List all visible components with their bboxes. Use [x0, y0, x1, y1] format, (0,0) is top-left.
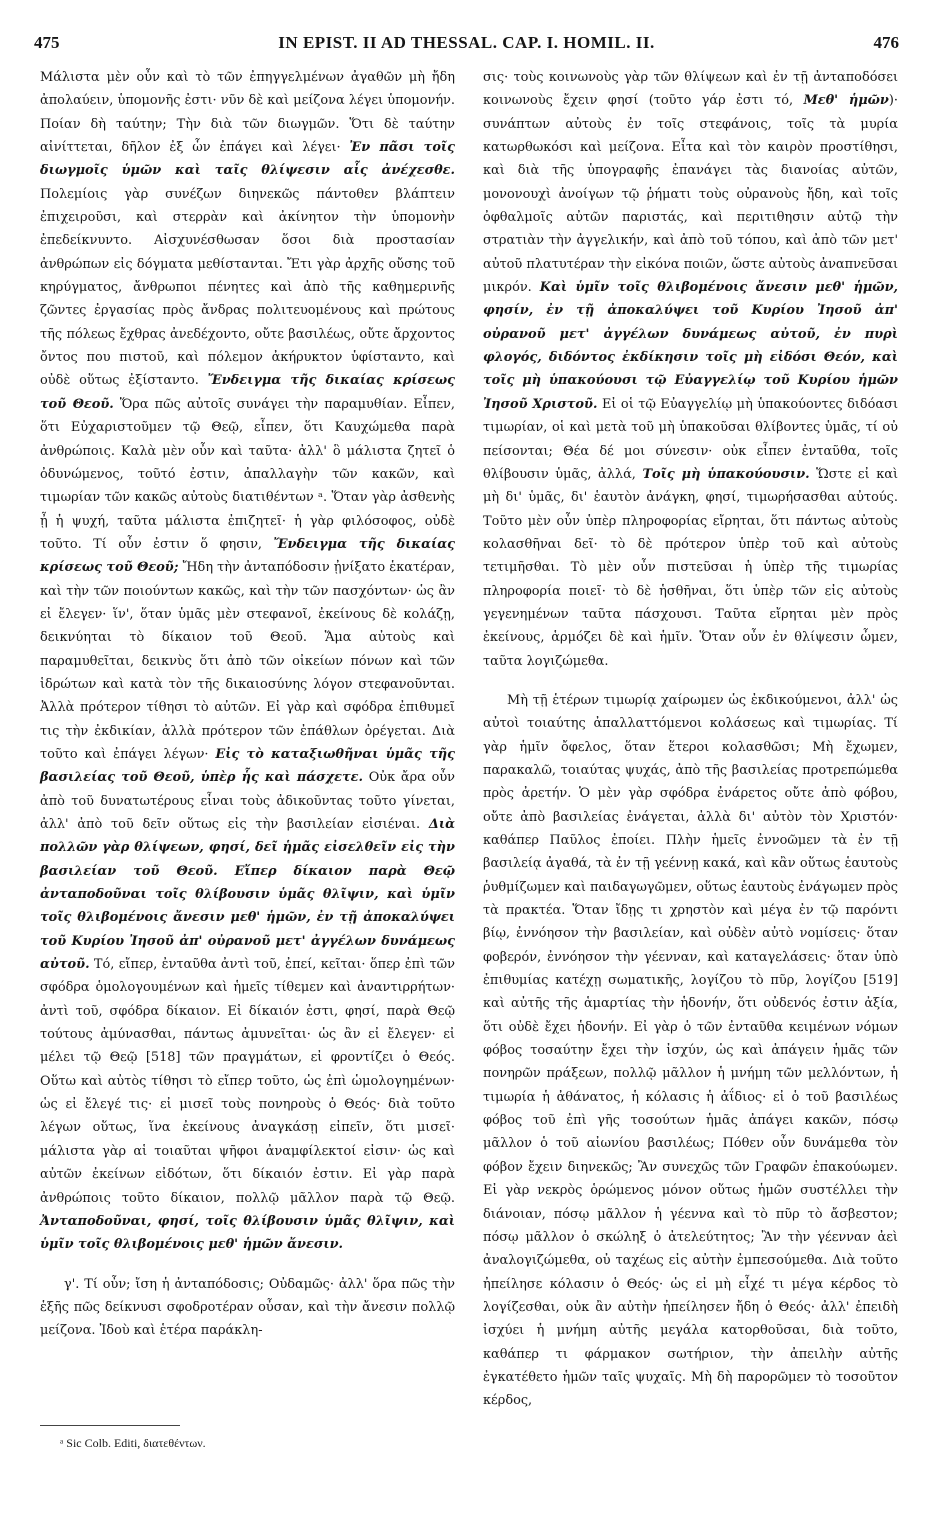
right-text-column	[483, 66, 898, 1413]
scripture-quote: Ἐν πᾶσι τοῖς διωγμοῖς ὑμῶν καὶ ταῖς θλίψεσιν αἷς ἀνέχεσθε.	[40, 140, 455, 179]
paragraph-gap	[40, 1257, 455, 1273]
text-run: σις· τοὺς κοινωνοὺς γὰρ τῶν θλίψεων καὶ ἐν τῇ ἀνταποδόσει κοινωνοὺς ἔχειν φησί (τοῦτο γάρ ἐστι τό,	[483, 70, 898, 109]
left-text-column	[40, 66, 455, 1343]
text-run: Εἰ οἱ τῷ Εὐαγγελίῳ μὴ ὑπακούοντες διδόασι τιμωρίαν, οἱ καὶ μετὰ τοῦ μὴ ὑπακοῦσαι θλίβοντες ὑμᾶς, τί οὐ πείσονται; Θέα δέ μοι σύνεσιν· οὐκ εἶπεν ἐνταῦθα, τοῖς θλίβουσιν ὑμᾶς, ἀλλά,	[483, 396, 898, 482]
scripture-quote: Διὰ πολλῶν γὰρ θλίψεων, φησί, δεῖ ἡμᾶς εἰσελθεῖν εἰς τὴν βασιλείαν τοῦ Θεοῦ. Εἴπερ δίκαιον παρὰ Θεῷ ἀνταποδοῦναι τοῖς θλίβουσιν ὑμᾶς θλῖψιν, καὶ ὑμῖν τοῖς θλιβομένοις ἄνεσιν μεθ' ἡμῶν, ἐν τῇ ἀποκαλύψει τοῦ Κυρίου Ἰησοῦ ἀπ' οὐρανοῦ μετ' ἀγγέλων δυνάμεως αὐτοῦ.	[40, 817, 455, 973]
scripture-quote: Μεθ' ἡμῶν	[803, 93, 889, 109]
footnote-divider	[40, 1425, 180, 1426]
scripture-quote: Ἀνταποδοῦναι, φησί, τοῖς θλίβουσιν ὑμᾶς θλῖψιν, καὶ ὑμῖν τοῖς θλιβομένοις μεθ' ἡμῶν ἄνεσιν.	[40, 1213, 455, 1253]
scripture-quote: Εἰς τὸ καταξιωθῆναι ὑμᾶς τῆς βασιλείας τοῦ Θεοῦ, ὑπὲρ ἧς καὶ πάσχετε.	[40, 746, 455, 786]
scripture-quote: Ἔνδειγμα τῆς δικαίας κρίσεως τοῦ Θεοῦ;	[40, 536, 455, 576]
scripture-quote: Ἔνδειγμα τῆς δικαίας κρίσεως τοῦ Θεοῦ.	[40, 373, 456, 412]
paragraph	[483, 66, 898, 673]
text-run: )· συνάπτων αὐτοὺς ἐν τοῖς στεφάνοις, τοῖς τὰ μυρία κατωρθωκόσι καὶ μείζονα. Εἶτα καὶ τὸν καιρὸν προστίθησι, καὶ διὰ τῆς ὑπογραφῆς ἐπανάγει τὰς διανοίας αὐτῶν, μονονουχὶ ἀνοίγων τῷ ῥήματι τοὺς οὐρανοὺς ἤδη, καὶ τοῖς ὀφθαλμοῖς αὐτῶν παριστάς, καὶ περιτιθησιν αὐτῷ τὴν στρατιὰν τὴν ἀγγελικήν, καὶ ἀπὸ τοῦ τόπου, καὶ ἀπὸ τῶν μετ' αὐτοῦ πλατυτέραν τὴν εἰκόνα ποιῶν, ὥστε αὐτοὺς ἀναπνεῦσαι μικρόν.	[483, 93, 898, 296]
paragraph-gap	[483, 673, 898, 689]
text-run: Ἤδη τὴν ἀνταπόδοσιν ᾐνίξατο ἑκατέραν, καὶ τὴν τῶν ποιούντων κακῶς, καὶ τὴν τῶν πασχόντων· ὡς ἂν εἰ ἔλεγεν· ἵν', ὅταν ὑμᾶς μὲν στεφανοῖ, ἐκείνους δὲ κολάζῃ, δεικνύηται τὸ δίκαιον τοῦ Θεοῦ. Ἅμα αὐτοὺς καὶ παραμυθεῖται, δεικνὺς ὅτι ἀπὸ τῶν οἰκείων πόνων καὶ τῶν ἱδρώτων καὶ κατὰ τὸν τῆς δικαιοσύνης λόγον στεφανοῦνται. Ἀλλὰ πρότερον τίθησι τὸ αὐτῶν. Εἰ γὰρ καὶ σφόδρα ἐπιθυμεῖ τις τὴν ἐκδικίαν, ἀλλὰ πρότερον τῶν ἐπάθλων ὀρέγεται. Διὰ τοῦτο καὶ ἐπάγει λέγων·	[40, 560, 455, 762]
text-run: Πολεμίοις γὰρ συνέζων διηνεκῶς πάντοθεν βλάπτειν ἐπιχειροῦσι, καὶ στερρὰν καὶ ἀκίνητον τὴν ὑπομονὴν ἐπεδείκνυντο. Αἰσχυνέσθωσαν ὅσοι διὰ προστασίαν ἀνθρώπων εἰς δόγματα μεθίστανται. Ἔτι γὰρ ἀρχῆς οὔσης τοῦ κηρύγματος, ἄνθρωποι πένητες καὶ ἀπὸ τῆς καθημερινῆς ζῶντες ἐργασίας πρὸς ἄνδρας πολιτευομένους καὶ πρώτους τῆς πόλεως ἔχθρας ἀνεδέχοντο, οὔτε βασιλέως, οὔτε ἄρχοντος ὄντος που πιστοῦ, καὶ πόλεμον ἀκήρυκτον ὑφίσταντο, καὶ οὐδὲ οὕτως ἐξίσταντο.	[40, 186, 455, 389]
text-run: Μάλιστα μὲν οὖν καὶ τὸ τῶν ἐπηγγελμένων ἀγαθῶν μὴ ἤδη ἀπολαύειν, ὑπομονῆς ἐστι· νῦν δὲ καὶ μείζονα λέγει ὑπομονήν. Ποίαν δὴ ταύτην; Τὴν διὰ τῶν διωγμῶν. Ὅτι δὲ ταύτην αἰνίττεται, δῆλον ἐξ ὧν ἐπάγει καὶ λέγει·	[40, 70, 455, 156]
page-number-right: 476	[873, 33, 899, 52]
scripture-quote: Καὶ ὑμῖν τοῖς θλιβομένοις ἄνεσιν μεθ' ἡμῶν, φησίν, ἐν τῇ ἀποκαλύψει τοῦ Κυρίου Ἰησοῦ ἀπ' οὐρανοῦ μετ' ἀγγέλων δυνάμεως αὐτοῦ, ἐν πυρὶ φλογός, διδόντος ἐκδίκησιν τοῖς μὴ εἰδόσι Θεόν, καὶ τοῖς μὴ ὑπακούουσι τῷ Εὐαγγελίῳ τοῦ Κυρίου ἡμῶν Ἰησοῦ Χριστοῦ.	[483, 280, 899, 412]
text-run: γ'. Τί οὖν; ἴση ἡ ἀνταπόδοσις; Οὐδαμῶς· ἀλλ' ὅρα πῶς τὴν ἑξῆς πῶς δείκνυσι σφοδροτέραν οὖσαν, καὶ τὴν ἄνεσιν πολλῷ μείζονα. Ἰδοὺ καὶ ἑτέρα παράκλη-	[40, 1276, 455, 1339]
running-title: IN EPIST. II AD THESSAL. CAP. I. HOMIL. II.	[278, 33, 655, 52]
page-number-left: 475	[34, 33, 60, 52]
running-header	[34, 33, 899, 57]
paragraph	[40, 1273, 455, 1343]
footnote: ᵃ Sic Colb. Editi, διατεθέντων.	[60, 1436, 206, 1450]
paragraph	[483, 689, 898, 1413]
text-run: Οὐκ ἄρα οὖν ἀπὸ τοῦ δυνατωτέρους εἶναι τοὺς ἀδικοῦντας τοῦτο γίνεται, ἀλλ' ἀπὸ τοῦ δεῖν οὕτως εἰς τὴν βασιλείαν εἰσιέναι.	[40, 770, 455, 832]
text-run: Μὴ τῇ ἑτέρων τιμωρίᾳ χαίρωμεν ὡς ἐκδικούμενοι, ἀλλ' ὡς αὐτοὶ τοιαύτης ἀπαλλαττόμενοι κολάσεως καὶ τιμωρίας. Τί γὰρ ἡμῖν ὄφελος, ὅταν ἕτεροι κολασθῶσι; Μὴ ἔχωμεν, παρακαλῶ, τοιαύτας ψυχάς, ἀπὸ τῆς βασιλείας προτρεπώμεθα πρὸς ἀρετήν. Ὁ μὲν γὰρ σφόδρα ἐνάρετος οὔτε ἀπὸ φόβου, οὔτε ἀπὸ βασιλείας ἐνάγεται, ἀλλὰ δι' αὐτὸν τὸν Χριστόν· καθάπερ Παῦλος ἐποίει. Πλὴν ἡμεῖς ἐννοῶμεν τὰ ἐν τῇ βασιλείᾳ ἀγαθά, τὰ ἐν τῇ γεέννῃ κακά, καὶ κἂν οὕτως ἑαυτοὺς ῥυθμίζωμεν καὶ παιδαγωγῶμεν, οὕτως ἑαυτοὺς ἐνάγωμεν πρὸς τὰ πρακτέα. Ὅταν ἴδῃς τι χρηστὸν καὶ μέγα ἐν τῷ παρόντι βίῳ, ἐννόησον τὴν βασιλείαν, καὶ οὐδὲν αὐτὸ νομίσεις· ὅταν φοβερόν, ἐννόησον τὴν γέενναν, καὶ καταγελάσεις· ὅταν ὑπὸ ἐπιθυμίας κατέχῃ σωματικῆς, λογίζου τὸ πῦρ, λογίζου [519] καὶ αὐτῆς τῆς ἁμαρτίας τὴν ἡδονήν, ὅτι οὐδενός ἐστιν ἀξία, ὅτι οὐδὲ ἔχει ἡδονήν. Εἰ γὰρ ὁ τῶν ἐνταῦθα κειμένων νόμων φόβος τοσαύτην ἔχει τὴν ἰσχύν, ὡς καὶ ἀπάγειν ἡμᾶς τῶν πονηρῶν πράξεων, πολλῷ μᾶλλον ἡ μνήμη τῶν μελλόντων, ἡ τιμωρία ἡ ἀθάνατος, ἡ κόλασις ἡ ἀΐδιος· εἰ ὁ τοῦ βασιλέως φόβος τοῦ ἐπὶ γῆς τοσούτων ἡμᾶς ἀπάγει κακῶν, πόσῳ μᾶλλον ὁ τοῦ αἰωνίου βασιλέως; Πόθεν οὖν δυνάμεθα τὸν φόβον ἔχειν διηνεκῶς; Ἂν συνεχῶς τῶν Γραφῶν ἐπακούωμεν. Εἰ γὰρ νεκρὸς ὁρώμενος μόνον οὕτως ἡμῶν συστέλλει τὴν διάνοιαν, πόσῳ μᾶλλον ἡ γέεννα καὶ τὸ πῦρ τὸ ἄσβεστον; πόσῳ μᾶλλον ὁ σκώληξ ὁ ἀτελεύτητος; Ἂν τὴν γέενναν ἀεὶ ἀναλογιζώμεθα, οὐ ταχέως εἰς αὐτὴν ἐμπεσούμεθα. Διὰ τοῦτο ἠπείλησε κόλασιν ὁ Θεός· ὡς εἰ μὴ εἶχέ τι μέγα κέρδος τὸ λογίζεσθαι, οὐκ ἂν αὐτὴν ἠπείλησεν ἤδη ὁ Θεός· ἀλλ' ἐπειδὴ ἰσχύει ἡ μνήμη αὐτῆς μεγάλα κατορθοῦσαι, διὰ τοῦτο, καθάπερ τι φάρμακον σωτήριον, τὴν ἀπειλὴν αὐτῆς ἐγκατέθετο ἡμῶν ταῖς ψυχαῖς. Μὴ δὴ παρορῶμεν τὸ τοσοῦτον κέρδος,	[483, 692, 898, 1409]
scripture-quote: Τοῖς μὴ ὑπακούουσιν.	[642, 466, 810, 482]
paragraph	[40, 66, 455, 1257]
text-run: Ὥστε εἰ καὶ μὴ δι' ὑμᾶς, δι' ἑαυτὸν ἀνάγκη, φησί, τιμωρήσασθαι αὐτούς. Τοῦτο μὲν οὖν ὑπὲρ πληροφορίας εἴρηται, ὅτι πάντως αὐτοὺς κολασθῆναι δεῖ· τὸ δὲ πρότερον ὑπὲρ τοῦ καὶ αὐτοὺς τετιμῆσθαι. Τὸ μὲν οὖν πιστεῦσαι ἡ ὑπὲρ τῆς τιμωρίας πληροφορία ποιεῖ· τὸ δὲ ἡσθῆναι, ὅτι ὑπὲρ τῶν εἰς αὐτοὺς γεγενημένων ταῦτα πάσχουσι. Ταῦτα εἴρηται μὲν πρὸς ἐκείνους, ἁρμόζει δὲ καὶ ἡμῖν. Ὅταν οὖν ἐν θλίψεσιν ὦμεν, ταῦτα λογιζώμεθα.	[483, 466, 899, 669]
text-run: Ὅρα πῶς αὐτοῖς συνάγει τὴν παραμυθίαν. Εἶπεν, ὅτι Εὐχαριστοῦμεν τῷ Θεῷ, εἶπεν, ὅτι Καυχώμεθα παρὰ ἀνθρώποις. Καλὰ μὲν οὖν καὶ ταῦτα· ἀλλ' ὃ μάλιστα ζητεῖ ὁ ὀδυνώμενος, τοῦτό ἐστιν, ἀπαλλαγὴν τῶν κακῶν, καὶ τιμωρίαν τῶν κακῶς αὐτοὺς διατιθέντων ᵃ. Ὅταν γὰρ ἀσθενὴς ᾖ ἡ ψυχή, ταῦτα μάλιστα ἐπιζητεῖ· ἡ γὰρ φιλόσοφος, οὐδὲ τοῦτο. Τί οὖν ἐστιν ὅ φησιν,	[40, 396, 455, 552]
text-run: Τό, εἴπερ, ἐνταῦθα ἀντὶ τοῦ, ἐπεί, κεῖται· ὅπερ ἐπὶ τῶν σφόδρα ὁμολογουμένων καὶ ἡμεῖς τίθεμεν καὶ ἀναντιρρήτων· ἀντὶ τοῦ, σφόδρα δίκαιον. Εἰ δίκαιόν ἐστι, φησί, παρὰ Θεῷ τούτους ἀμύνασθαι, πάντως ἀμυνεῖται· ὡς ἂν εἰ ἔλεγεν· εἰ μέλει τῷ Θεῷ [518] τῶν πραγμάτων, εἰ φροντίζει ὁ Θεός. Οὕτω καὶ αὐτὸς τίθησι τὸ εἴπερ τοῦτο, ὡς ἐπὶ ὡμολογημένων· ὡς εἰ ἔλεγέ τις· εἰ μισεῖ τοὺς πονηροὺς ὁ Θεός· διὰ τοῦτο λέγων οὕτως, ἵνα ἐκείνους ἀναγκάσῃ εἰπεῖν, ὅτι μισεῖ· μάλιστα γὰρ αἱ τοιαῦται ψῆφοι ἀναμφίλεκτοί εἰσιν· ὡς καὶ αὐτῶν ἐκείνων εἰδότων, ὅτι δίκαιόν ἐστιν. Εἰ γὰρ παρὰ ἀνθρώποις τοῦτο δίκαιον, πολλῷ μᾶλλον παρὰ τῷ Θεῷ.	[40, 957, 455, 1206]
